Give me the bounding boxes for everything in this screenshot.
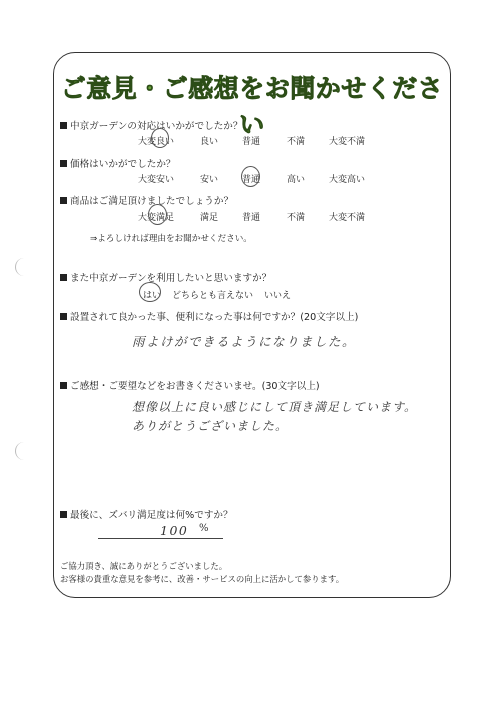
punch-hole-mark — [15, 442, 25, 460]
square-bullet-icon — [60, 122, 67, 129]
square-bullet-icon — [60, 197, 67, 204]
question-label: 商品はご満足頂けましたでしょうか？ — [70, 196, 234, 207]
question-feedback — [60, 378, 320, 392]
question-service — [60, 118, 243, 132]
option-label: 高い — [287, 175, 306, 185]
option-label: 普通 — [242, 137, 261, 147]
option-label: 不満 — [287, 137, 306, 147]
option-label: 普通 — [242, 175, 261, 185]
handwritten-answer-benefit: 雨よけができるようになりました。 — [132, 334, 357, 349]
question-reuse — [60, 270, 271, 284]
square-bullet-icon — [60, 160, 67, 167]
handwritten-circle-mark — [151, 128, 169, 148]
handwritten-answer-feedback-line2: ありがとうございました。 — [132, 419, 289, 433]
option-label: 不満 — [287, 213, 306, 223]
question-label: ご感想・ご要望などをお書きくださいませ。(30文字以上) — [70, 381, 320, 392]
question-product — [60, 193, 233, 207]
question-benefit — [60, 309, 358, 323]
question-label: また中京ガーデンを利用したいと思いますか？ — [70, 273, 272, 284]
handwritten-circle-mark — [148, 204, 167, 225]
option-label: 良い — [200, 137, 219, 147]
percent-unit: % — [199, 523, 211, 534]
question-satisfaction — [60, 507, 233, 521]
punch-hole-mark — [15, 258, 25, 276]
square-bullet-icon — [60, 382, 67, 389]
question-label: 価格はいかがでしたか？ — [70, 159, 176, 170]
option-label: 大変良い — [138, 137, 175, 147]
question-label: 設置されて良かった事、便利になった事は何ですか？(20文字以上) — [70, 312, 359, 323]
option-label: 大変安い — [138, 175, 175, 185]
reason-note: ⇒よろしければ理由をお聞かせください。 — [90, 234, 252, 244]
option-label: 普通 — [242, 213, 261, 223]
question-price — [60, 156, 176, 170]
handwritten-circle-mark — [241, 166, 260, 187]
square-bullet-icon — [60, 274, 67, 281]
answer-underline — [98, 538, 223, 539]
option-label: 大変満足 — [138, 213, 175, 223]
footer-message: お客様の貴重な意見を参考に、改善・サービスの向上に活かして参ります。 — [60, 574, 345, 584]
option-label: はい — [143, 291, 162, 301]
square-bullet-icon — [60, 511, 67, 518]
option-label: 安い — [200, 175, 219, 185]
handwritten-answer-feedback-line1: 想像以上に良い感じにして頂き満足しています。 — [132, 400, 418, 414]
question-label: 最後に、ズバリ満足度は何%ですか？ — [70, 510, 233, 521]
question-label: 中京ガーデンの対応はいかがでしたか？ — [70, 121, 243, 132]
option-label: 満足 — [200, 213, 219, 223]
option-label: いいえ — [264, 291, 292, 301]
handwritten-circle-mark — [139, 282, 161, 302]
option-label: どちらとも言えない — [172, 291, 254, 301]
option-label: 大変不満 — [329, 213, 366, 223]
handwritten-answer-satisfaction: 100 — [160, 523, 189, 538]
survey-title: ご意見・ご感想をお聞かせください — [60, 74, 444, 139]
square-bullet-icon — [60, 313, 67, 320]
footer-thanks: ご協力頂き、誠にありがとうございました。 — [60, 561, 228, 571]
option-label: 大変高い — [329, 175, 366, 185]
option-label: 大変不満 — [329, 137, 366, 147]
